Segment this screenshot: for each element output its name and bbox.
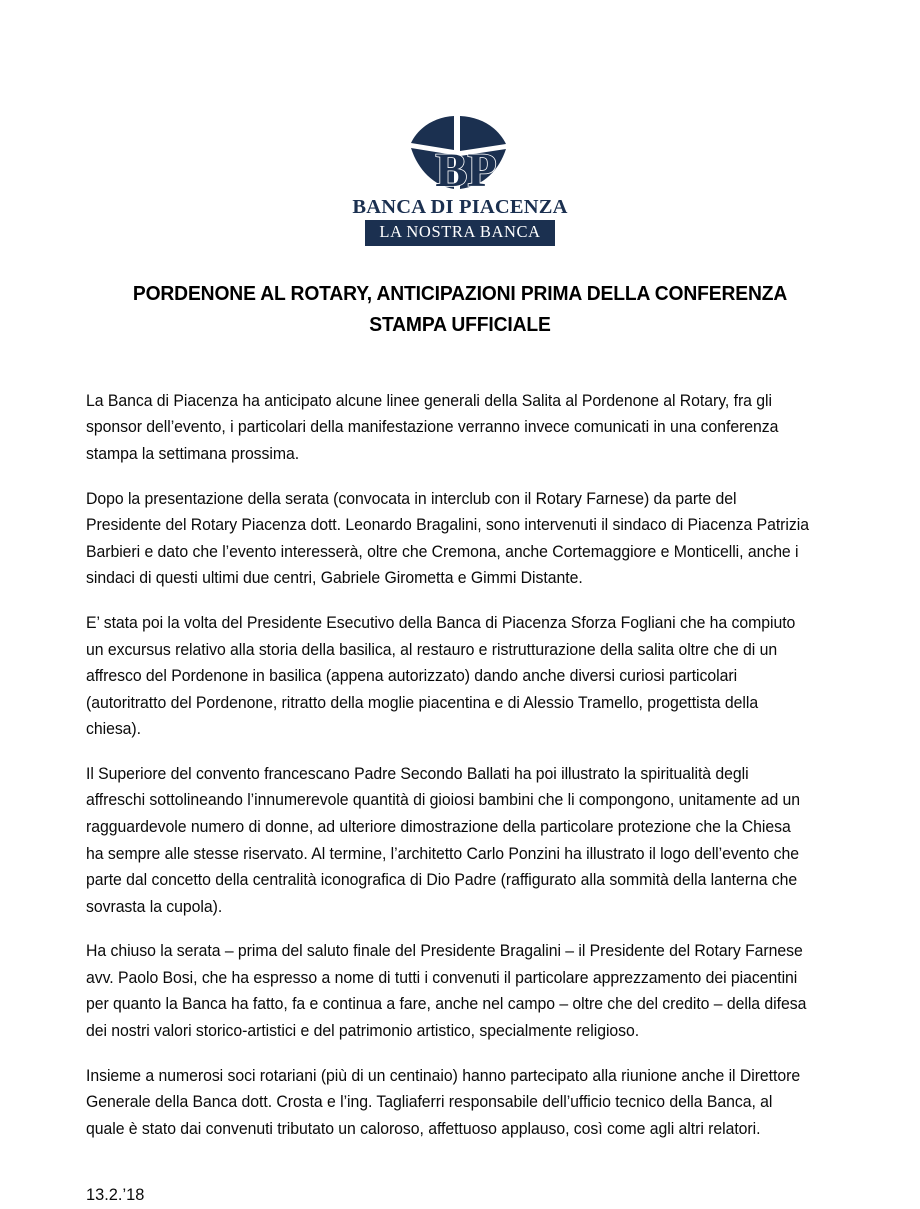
- logo-tagline-bar: LA NOSTRA BANCA: [365, 220, 554, 245]
- open-book-bp-monogram-icon: [394, 110, 526, 194]
- paragraph: E’ stata poi la volta del Presidente Esecutivo della Banca di Piacenza Sforza Fogliani che ha compiuto un excursus relativo alla storia della basilica, al restauro e ristrutturazione della salita oltre che di un affresco del Pordenone in basilica (appena autorizzato) dando anche diversi curiosi particolari (autoritratto del Pordenone, ritratto della moglie piacentina e di Alessio Tramello, progettista della chiesa).: [86, 613, 796, 739]
- document-body: [0, 388, 920, 1142]
- logo-wordmark: BANCA DI PIACENZA: [352, 196, 568, 218]
- svg-text:BP: BP: [435, 144, 497, 194]
- document-date: 13.2.’18: [86, 1186, 145, 1205]
- logo-block: [0, 0, 920, 246]
- paragraph: Il Superiore del convento francescano Padre Secondo Ballati ha poi illustrato la spiritualità degli affreschi sottolineando l’innumerevole quantità di gioiosi bambini che li compongono, unitamente ad un ragguardevole numero di donne, ad ulteriore dimostrazione della particolare protezione che la Chiesa ha sempre alle stesse riservato. Al termine, l’architetto Carlo Ponzini ha illustrato il logo dell’evento che parte dal concetto della centralità iconografica di Dio Padre (raffigurato alla sommità della lanterna che sovrasta la cupola).: [86, 764, 801, 916]
- paragraph: Insieme a numerosi soci rotariani (più di un centinaio) hanno partecipato alla riunione anche il Direttore Generale della Banca dott. Crosta e l’ing. Tagliaferri responsabile dell’ufficio tecnico della Banca, al quale è stato dai convenuti tributato un caloroso, affettuoso applauso, così come agli altri relatori.: [86, 1066, 801, 1138]
- page-title: PORDENONE AL ROTARY, ANTICIPAZIONI PRIMA DELLA CONFERENZA STAMPA UFFICIALE: [132, 281, 788, 336]
- paragraph: La Banca di Piacenza ha anticipato alcune linee generali della Salita al Pordenone al Rotary, fra gli sponsor dell’evento, i particolari della manifestazione verranno invece comunicati in una conferenza stampa la settimana prossima.: [86, 391, 779, 464]
- paragraph: Dopo la presentazione della serata (convocata in interclub con il Rotary Farnese) da parte del Presidente del Rotary Piacenza dott. Leonardo Bragalini, sono intervenuti il sindaco di Piacenza Patrizia Barbieri e dato che l’evento interesserà, oltre che Cremona, anche Cortemaggiore e Monticelli, anche i sindaci di questi ultimi due centri, Gabriele Girometta e Gimmi Distante.: [86, 489, 809, 588]
- bank-logo: [352, 110, 568, 246]
- paragraph: Ha chiuso la serata – prima del saluto finale del Presidente Bragalini – il Presidente del Rotary Farnese avv. Paolo Bosi, che ha espresso a nome di tutti i convenuti il particolare apprezzamento dei piacentini per quanto la Banca ha fatto, fa e continua a fare, anche nel campo – oltre che del credito – della difesa dei nostri valori storico-artistici e del patrimonio artistico, specialmente religioso.: [86, 942, 807, 1041]
